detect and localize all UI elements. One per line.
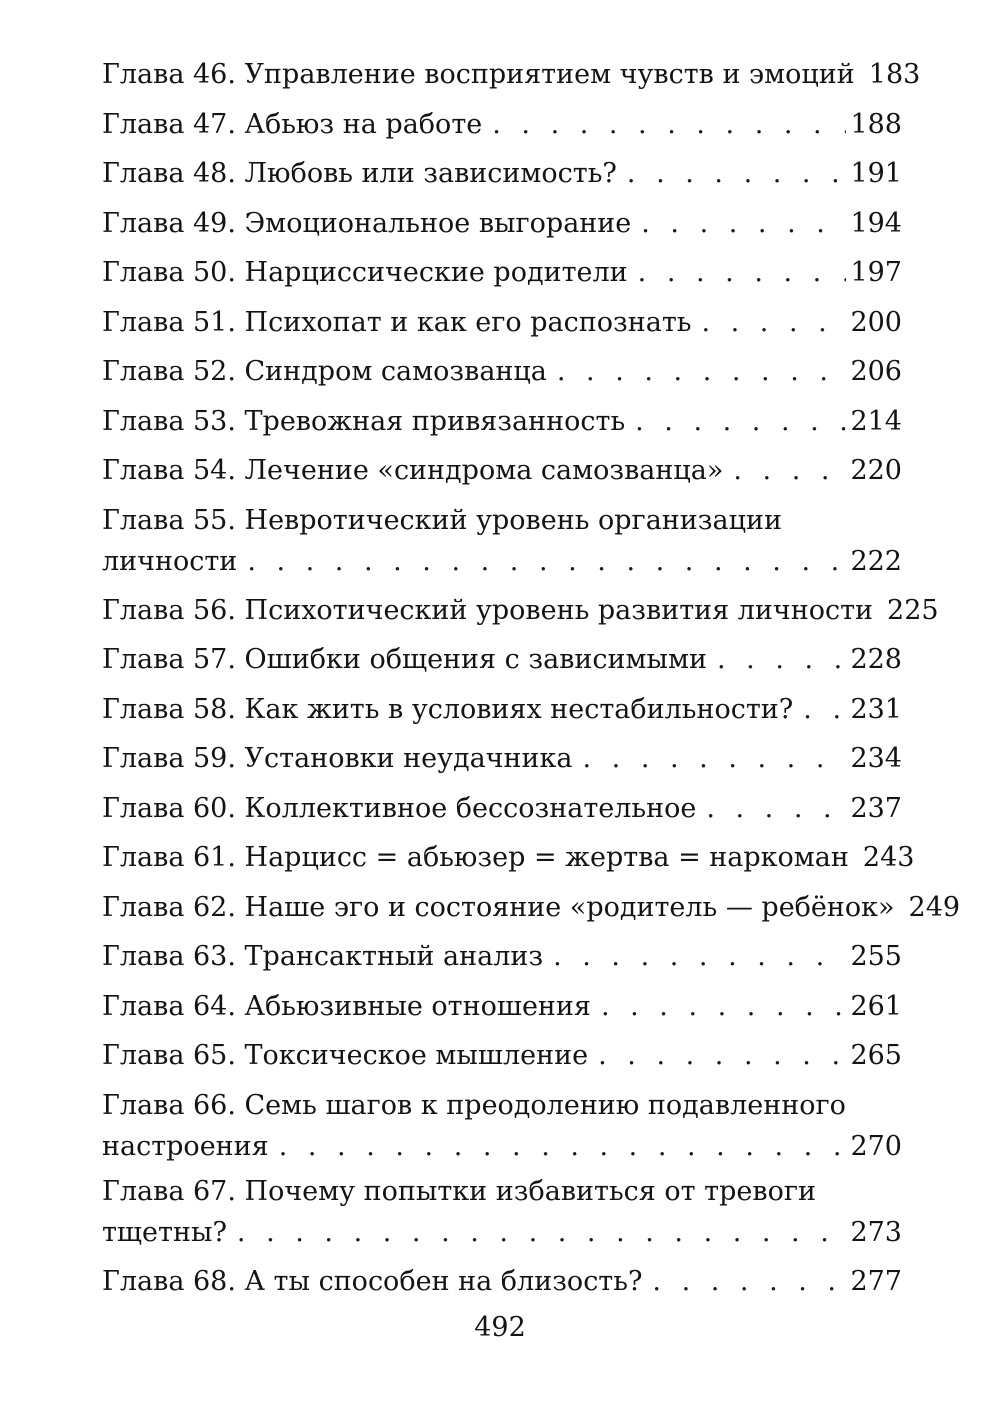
toc-entry-title-continued: личности — [102, 545, 238, 577]
toc-entry-page: 265 — [850, 1040, 902, 1071]
toc-entry — [102, 199, 902, 249]
toc-entry-page: 243 — [862, 842, 915, 873]
toc-entry — [102, 1085, 902, 1167]
dot-leader — [701, 298, 846, 348]
dot-leader — [717, 635, 846, 685]
dot-leader — [803, 685, 846, 735]
toc-entry-title: Глава 63. Трансактный анализ — [102, 941, 544, 972]
toc-entry — [102, 883, 961, 933]
toc-entry-page: 188 — [850, 108, 902, 140]
toc-entry-page: 261 — [850, 990, 902, 1022]
toc-entry-title: Глава 56. Психотический уровень развития личности — [102, 594, 874, 626]
toc-entry-page: 225 — [887, 594, 939, 626]
toc-entry-title: Глава 59. Установки неудачника — [102, 743, 573, 774]
toc-entry-page: 249 — [908, 891, 961, 923]
toc-entry — [102, 298, 902, 348]
dot-leader — [279, 1126, 847, 1167]
toc-entry-title: Глава 62. Наше эго и состояние «родитель — ребёнок» — [102, 891, 895, 923]
toc-entry-page: 194 — [850, 207, 902, 239]
toc-entry-title: Глава 53. Тревожная привязанность — [102, 405, 626, 437]
toc-entry — [102, 1171, 902, 1253]
toc-entry — [102, 685, 902, 735]
toc-entry-title: Глава 46. Управление восприятием чувств и эмоций — [102, 59, 855, 90]
toc-entry-title: Глава 66. Семь шагов к преодолению подавленного — [102, 1089, 846, 1121]
toc-entry-title: Глава 65. Токсическое мышление — [102, 1040, 589, 1071]
dot-leader — [247, 541, 846, 582]
toc-entry — [102, 982, 902, 1032]
toc-entry-title: Глава 57. Ошибки общения с зависимыми — [102, 644, 707, 675]
toc-entry-title: Глава 48. Любовь или зависимость? — [102, 158, 617, 189]
toc-entry — [102, 500, 902, 582]
dot-leader — [598, 1031, 846, 1081]
toc-entry-page: 255 — [850, 941, 902, 972]
toc-entry — [102, 149, 902, 199]
toc-entry-title: Глава 58. Как жить в условиях нестабильности? — [102, 693, 794, 725]
toc-entry-page: 206 — [850, 356, 902, 387]
dot-leader — [492, 100, 846, 150]
toc-entry-page: 183 — [868, 59, 921, 90]
dot-leader — [635, 397, 846, 447]
toc-entry — [102, 248, 902, 298]
toc-entry-title: Глава 47. Абьюз на работе — [102, 108, 483, 140]
toc-entry — [102, 50, 921, 100]
toc-entry-title: Глава 61. Нарцисс = абьюзер = жертва = наркоман — [102, 842, 849, 873]
toc-entry-page: 200 — [850, 306, 902, 338]
toc-entry — [102, 100, 902, 150]
page-number: 492 — [474, 1312, 526, 1343]
toc-entry — [102, 347, 902, 397]
toc-entry-page: 273 — [850, 1216, 902, 1248]
dot-leader — [652, 1257, 846, 1307]
toc-entry — [102, 734, 902, 784]
toc-entry-title-continued: настроения — [102, 1130, 269, 1162]
toc-entry-page: 234 — [850, 743, 902, 774]
toc-entry — [102, 586, 939, 636]
toc-entry-page: 228 — [850, 644, 902, 675]
toc-entry-title: Глава 49. Эмоциональное выгорание — [102, 207, 632, 239]
toc-entry — [102, 932, 902, 982]
toc-entry-title: Глава 67. Почему попытки избавиться от тревоги — [102, 1175, 816, 1207]
dot-leader — [733, 446, 846, 496]
dot-leader — [601, 982, 847, 1032]
toc-entry-title: Глава 51. Психопат и как его распознать — [102, 306, 692, 338]
toc-entry-page: 214 — [850, 405, 902, 437]
toc-entry — [102, 1257, 902, 1307]
dot-leader — [553, 932, 846, 982]
dot-leader — [237, 1212, 847, 1253]
dot-leader — [557, 347, 847, 397]
dot-leader — [638, 248, 847, 298]
toc-entry-page: 237 — [850, 792, 902, 824]
toc-entry — [102, 397, 902, 447]
toc-entry-page: 220 — [850, 455, 902, 486]
toc-entry-title-continued: тщетны? — [102, 1216, 227, 1248]
toc-entry-page: 277 — [850, 1265, 902, 1297]
dot-leader — [706, 784, 846, 834]
toc-entry — [102, 635, 902, 685]
toc-entry — [102, 1031, 902, 1081]
toc-entry-title: Глава 68. А ты способен на близость? — [102, 1265, 643, 1297]
toc-entry-title: Глава 60. Коллективное бессознательное — [102, 792, 697, 824]
toc-entry-title: Глава 54. Лечение «синдрома самозванца» — [102, 455, 724, 486]
dot-leader — [627, 149, 847, 199]
toc-entry — [102, 833, 915, 883]
toc-entry-title: Глава 55. Невротический уровень организации — [102, 504, 782, 536]
toc-entry-page: 270 — [850, 1130, 902, 1162]
toc-entry-title: Глава 52. Синдром самозванца — [102, 356, 547, 387]
dot-leader — [583, 734, 847, 784]
toc-entry-title: Глава 50. Нарциссические родители — [102, 257, 628, 288]
table-of-contents — [102, 50, 961, 1306]
toc-entry-page: 231 — [850, 693, 902, 725]
toc-entry — [102, 446, 902, 496]
toc-entry-title: Глава 64. Абьюзивные отношения — [102, 990, 591, 1022]
toc-entry-page: 191 — [850, 158, 902, 189]
dot-leader — [641, 199, 846, 249]
toc-entry — [102, 784, 902, 834]
toc-entry-page: 197 — [850, 257, 902, 288]
toc-entry-page: 222 — [850, 545, 902, 577]
